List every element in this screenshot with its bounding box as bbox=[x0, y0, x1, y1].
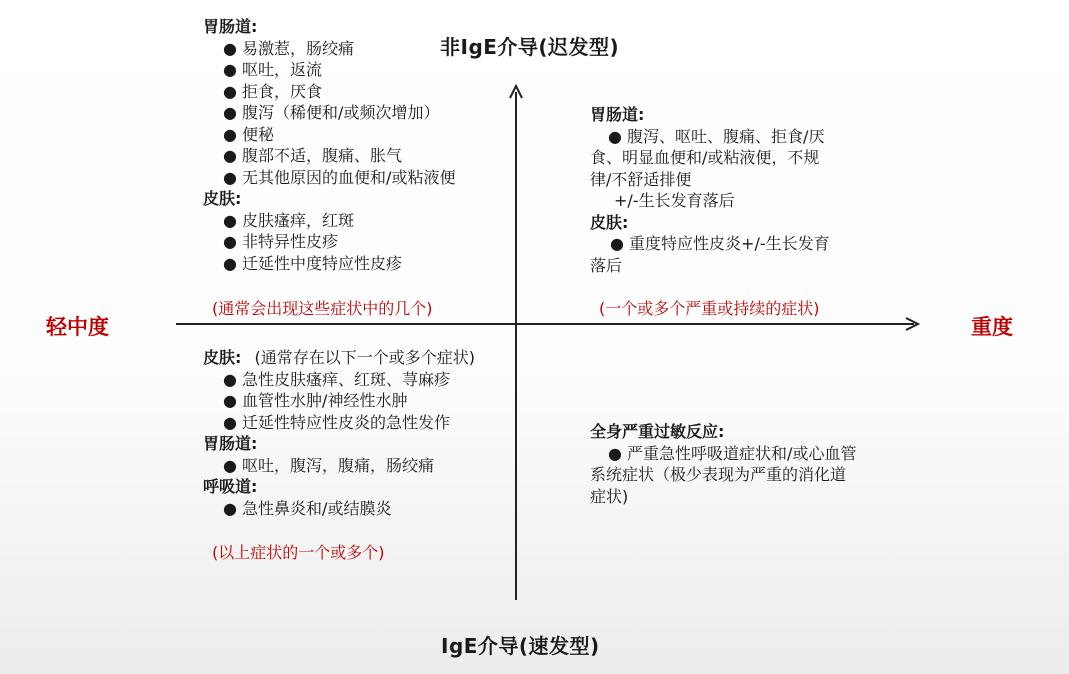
tr-gi-line: +/-生长发育落后 bbox=[614, 191, 735, 210]
tr-skin-heading: 皮肤: bbox=[590, 212, 629, 232]
tl-skin-section bbox=[203, 188, 503, 274]
bottom-left-note: (以上症状的一个或多个) bbox=[212, 543, 385, 562]
tl-skin-heading: 皮肤: bbox=[203, 189, 242, 208]
tr-gi-line: ● 腹泻、呕吐、腹痛、拒食/厌 bbox=[608, 126, 825, 146]
list-item: ● 拒食，厌食 bbox=[223, 81, 503, 103]
top-right-quadrant bbox=[590, 104, 880, 276]
list-item: ● 呕吐，返流 bbox=[223, 59, 503, 81]
bl-skin-list bbox=[203, 369, 515, 434]
bl-resp-list bbox=[203, 498, 515, 520]
tr-skin-line: 落后 bbox=[590, 255, 623, 275]
top-left-note: (通常会出现这些症状中的几个) bbox=[212, 299, 433, 318]
list-item: ● 无其他原因的血便和/或粘液便 bbox=[223, 167, 503, 189]
bottom-right-quadrant bbox=[590, 421, 890, 507]
bl-skin-heading: 皮肤: bbox=[203, 348, 242, 367]
list-item: ● 血管性水肿/神经性水肿 bbox=[223, 390, 515, 412]
top-right-note: (一个或多个严重或持续的症状) bbox=[599, 299, 820, 318]
list-item: ● 皮肤瘙痒，红斑 bbox=[223, 210, 503, 232]
tl-gi-list bbox=[203, 38, 503, 189]
br-line: 系统症状（极少表现为严重的消化道 bbox=[590, 465, 847, 484]
tl-skin-list bbox=[203, 210, 503, 275]
br-line: ● 严重急性呼吸道症状和/或心血管 bbox=[608, 443, 857, 463]
top-left-quadrant bbox=[203, 16, 503, 274]
bl-resp-heading: 呼吸道: bbox=[203, 477, 258, 496]
list-item: ● 急性皮肤瘙痒、红斑、荨麻疹 bbox=[223, 369, 515, 391]
list-item: ● 腹泻（稀便和/或频次增加） bbox=[223, 102, 503, 124]
top-axis-title: 非IgE介导(迟发型) bbox=[440, 35, 620, 59]
list-item: ● 急性鼻炎和/或结膜炎 bbox=[223, 498, 515, 520]
bl-gi-list bbox=[203, 455, 515, 477]
list-item: ● 易激惹，肠绞痛 bbox=[223, 38, 503, 60]
bl-skin-heading-row bbox=[203, 347, 515, 369]
list-item: ● 便秘 bbox=[223, 124, 503, 146]
list-item: ● 非特异性皮疹 bbox=[223, 231, 503, 253]
bottom-axis-title: IgE介导(速发型) bbox=[441, 634, 600, 658]
list-item: ● 腹部不适，腹痛、胀气 bbox=[223, 145, 503, 167]
bl-gi-heading: 胃肠道: bbox=[203, 434, 258, 453]
br-line: 症状) bbox=[590, 486, 629, 506]
list-item: ● 迁延性中度特应性皮疹 bbox=[223, 253, 503, 275]
bl-skin-hint: (通常存在以下一个或多个症状) bbox=[254, 348, 475, 367]
tr-gi-heading: 胃肠道: bbox=[590, 105, 645, 124]
br-heading: 全身严重过敏反应: bbox=[590, 422, 725, 441]
list-item: ● 呕吐，腹泻，腹痛，肠绞痛 bbox=[223, 455, 515, 477]
tl-gi-heading: 胃肠道: bbox=[203, 17, 258, 36]
tl-gi-section bbox=[203, 16, 503, 188]
tr-gi-line: 食、明显血便和/或粘液便，不规 bbox=[590, 148, 820, 167]
list-item: ● 迁延性特应性皮炎的急性发作 bbox=[223, 412, 515, 434]
tr-gi-line: 律/不舒适排便 bbox=[590, 169, 692, 189]
left-severity-label: 轻中度 bbox=[46, 315, 109, 339]
bottom-left-quadrant bbox=[203, 347, 515, 519]
tr-skin-line: ● 重度特应性皮炎+/-生长发育 bbox=[610, 234, 830, 253]
right-severity-label: 重度 bbox=[971, 315, 1013, 339]
